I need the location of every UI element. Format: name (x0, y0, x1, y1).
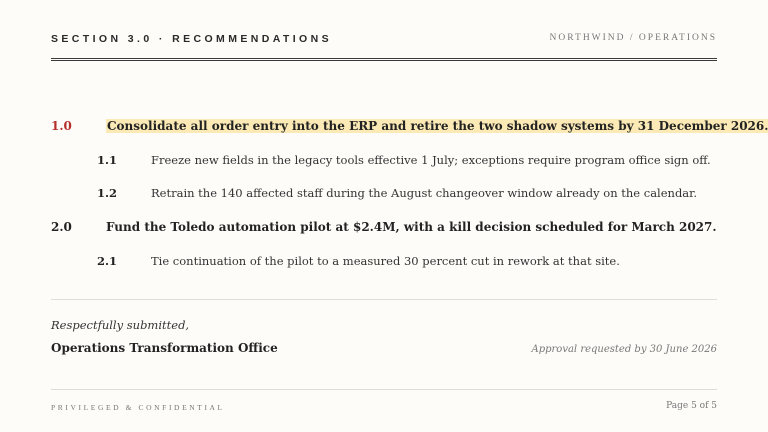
confidential-label: PRIVILEGED & CONFIDENTIAL (51, 403, 225, 412)
signoff-office: Operations Transformation Office (51, 341, 278, 355)
section-divider (51, 299, 717, 300)
recommendation-number: 2.0 (51, 220, 72, 234)
sub-item-number: 1.2 (97, 186, 118, 200)
footer-divider (51, 389, 717, 390)
signoff-salutation: Respectfully submitted, (51, 318, 190, 332)
recommendation-text: Fund the Toledo automation pilot at $2.4M, with a kill decision scheduled for March 2027. (106, 220, 717, 234)
page-header (51, 31, 717, 61)
sub-item-number: 1.1 (97, 153, 118, 167)
sub-item-text: Tie continuation of the pilot to a measured 30 percent cut in rework at that site. (151, 254, 620, 268)
recommendation-text-highlighted: Consolidate all order entry into the ERP and retire the two shadow systems by 31 December 2026. (107, 119, 768, 133)
brand-label: NORTHWIND / OPERATIONS (549, 33, 717, 43)
sub-item-text: Retrain the 140 affected staff during the August changeover window already on the calendar. (151, 186, 698, 200)
section-label: SECTION 3.0 · RECOMMENDATIONS (51, 33, 333, 45)
recommendation-number: 1.0 (51, 119, 72, 133)
approval-note: Approval requested by 30 June 2026 (531, 344, 717, 355)
sub-item-text: Freeze new fields in the legacy tools effective 1 July; exceptions require program office sign off. (151, 153, 711, 167)
page-number: Page 5 of 5 (666, 401, 717, 411)
sub-item-number: 2.1 (97, 254, 118, 268)
